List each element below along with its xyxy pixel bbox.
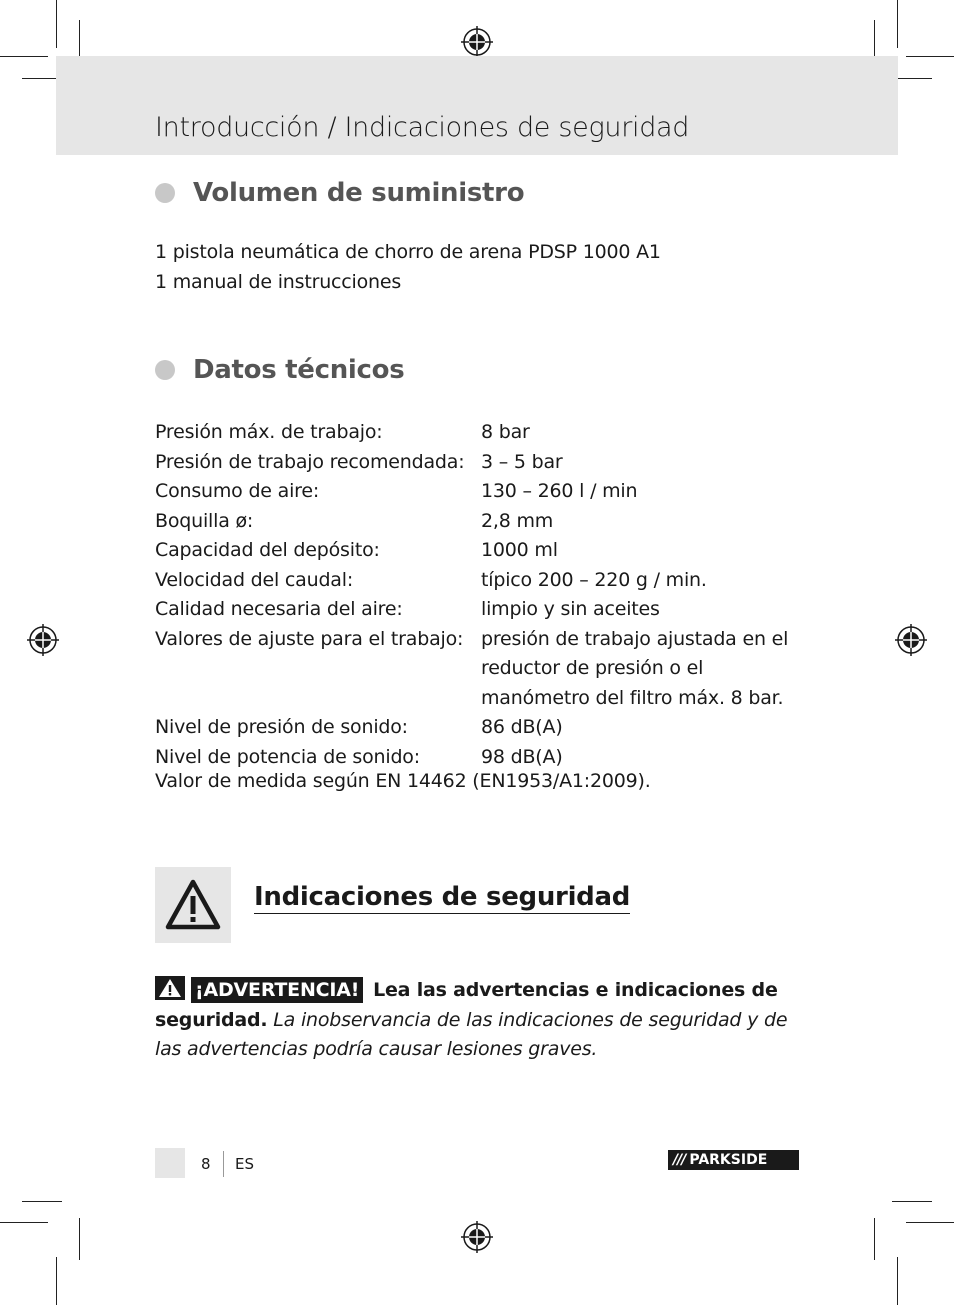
spec-label: Boquilla ø:	[155, 509, 254, 532]
spec-label: Valores de ajuste para el trabajo:	[155, 627, 464, 650]
spec-label: Nivel de presión de sonido:	[155, 716, 408, 738]
crop-mark	[0, 56, 48, 57]
crop-mark	[79, 1218, 80, 1260]
crop-mark	[56, 0, 57, 48]
registration-mark-icon	[27, 624, 59, 656]
spec-value: limpio y sin aceites	[481, 598, 660, 620]
table-row	[155, 477, 811, 507]
table-row	[155, 536, 811, 566]
spec-value: presión de trabajo ajustada en el reductor de presión o el manómetro del filtro máx. 8 bar.	[481, 627, 789, 709]
spec-value: 86 dB(A)	[481, 716, 563, 738]
crop-mark	[906, 1222, 954, 1223]
section-title: Volumen de suministro	[193, 178, 525, 208]
spec-value: 2,8 mm	[481, 509, 554, 532]
spec-value: 130 – 260 l / min	[481, 480, 638, 502]
table-row	[155, 418, 811, 448]
table-row	[155, 448, 811, 478]
brand-logo	[668, 1150, 799, 1170]
spec-label: Calidad necesaria del aire:	[155, 598, 403, 620]
section-title: Datos técnicos	[193, 355, 405, 385]
section-delivery-heading	[155, 178, 524, 208]
section-technical-heading	[155, 355, 404, 385]
table-row	[155, 743, 811, 773]
table-row	[155, 625, 811, 714]
language-code: ES	[235, 1155, 254, 1173]
crop-mark	[897, 0, 898, 48]
crop-mark	[0, 1222, 48, 1223]
table-row	[155, 566, 811, 596]
warning-italic-text: La inobservancia de las indicaciones de seguridad y de las advertencias podría causar lesiones graves.	[155, 1008, 788, 1060]
crop-mark	[897, 1257, 898, 1305]
safety-heading: Indicaciones de seguridad	[254, 882, 631, 912]
spec-label: Presión máx. de trabajo:	[155, 421, 383, 443]
spec-value: 8 bar	[481, 421, 530, 443]
page-number-box	[155, 1148, 185, 1178]
crop-mark	[874, 1218, 875, 1260]
warning-bold-text: Lea las advertencias e indicaciones de seguridad.	[155, 979, 778, 1031]
registration-mark-icon	[895, 624, 927, 656]
registration-mark-icon	[461, 1221, 493, 1253]
spec-label: Presión de trabajo recomendada:	[155, 450, 465, 473]
spec-label: Velocidad del caudal:	[155, 568, 354, 591]
measurement-note: Valor de medida según EN 14462 (EN1953/A1:2009).	[155, 770, 651, 792]
footer-divider	[223, 1151, 224, 1177]
bullet-icon	[155, 183, 175, 203]
spec-value: típico 200 – 220 g / min.	[481, 568, 707, 591]
page-number: 8	[201, 1155, 211, 1173]
delivery-item: 1 pistola neumática de chorro de arena PDSP 1000 A1	[155, 241, 661, 263]
technical-data-table	[155, 418, 811, 772]
crop-mark	[906, 56, 954, 57]
table-row	[155, 507, 811, 537]
warning-icon-box	[155, 867, 231, 943]
brand-mark: ///	[673, 1152, 686, 1168]
warning-triangle-icon	[155, 976, 185, 1000]
page-title: Introducción / Indicaciones de seguridad	[155, 112, 690, 143]
table-row	[155, 713, 811, 743]
spec-value: 98 dB(A)	[481, 745, 563, 768]
spec-value: 1000 ml	[481, 539, 558, 561]
crop-mark	[22, 1201, 62, 1202]
warning-paragraph	[155, 976, 805, 1065]
warning-badge: ¡ADVERTENCIA!	[191, 977, 363, 1003]
brand-name: PARKSIDE	[689, 1152, 768, 1168]
crop-mark	[56, 1257, 57, 1305]
spec-label: Consumo de aire:	[155, 480, 320, 502]
spec-label: Capacidad del depósito:	[155, 539, 380, 561]
spec-value: 3 – 5 bar	[481, 450, 563, 473]
spec-label: Nivel de potencia de sonido:	[155, 745, 420, 768]
crop-mark	[892, 78, 932, 79]
crop-mark	[892, 1201, 932, 1202]
bullet-icon	[155, 360, 175, 380]
registration-mark-icon	[461, 26, 493, 58]
table-row	[155, 595, 811, 625]
warning-triangle-icon	[155, 867, 231, 943]
delivery-item: 1 manual de instrucciones	[155, 271, 402, 293]
